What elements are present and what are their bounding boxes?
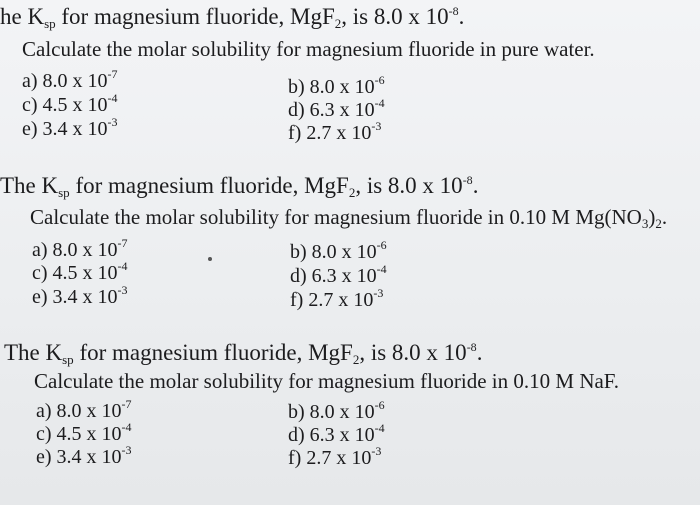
problem-3-choice-f: f) 2.7 x $10^{-3}$ [288, 444, 382, 469]
problem-1-choice-e: e) 3.4 x $10^{-3}$ [22, 115, 118, 140]
problem-2-question: Calculate the molar solubility for magnesium fluoride in 0.10 M $Mg(NO_3)_2$. [30, 205, 668, 231]
problem-3-question: Calculate the molar solubility for magnesium fluoride in 0.10 M NaF. [34, 369, 620, 393]
problem-1-choice-d: d) 6.3 x $10^{-4}$ [288, 96, 385, 121]
problem-2-choice-f: f) 2.7 x $10^{-3}$ [290, 286, 384, 311]
problem-3-choice-d: d) 6.3 x $10^{-4}$ [288, 421, 385, 446]
problem-1-statement: he $K_{sp}$ for magnesium fluoride, MgF$_2$, is 8.0 x $10^{-8}$. [0, 4, 465, 31]
problem-2-statement: The $K_{sp}$ for magnesium fluoride, MgF$_2$, is 8.0 x $10^{-8}$. [0, 173, 479, 200]
problem-1-question: Calculate the molar solubility for magnesium fluoride in pure water. [22, 37, 595, 61]
problem-1-choice-b: b) 8.0 x $10^{-6}$ [288, 73, 385, 98]
problem-1-choice-c: c) 4.5 x $10^{-4}$ [22, 91, 118, 116]
stray-dot [208, 257, 212, 261]
problem-3-choice-c: c) 4.5 x $10^{-4}$ [36, 420, 132, 445]
problem-3-choice-b: b) 8.0 x $10^{-6}$ [288, 398, 385, 423]
problem-2-choice-e: e) 3.4 x $10^{-3}$ [32, 283, 128, 308]
problem-3-choice-e: e) 3.4 x $10^{-3}$ [36, 443, 132, 468]
problem-3-choice-a: a) 8.0 x $10^{-7}$ [36, 397, 132, 422]
problem-2-choice-a: a) 8.0 x $10^{-7}$ [32, 236, 128, 261]
problem-3-statement: The $K_{sp}$ for magnesium fluoride, MgF$_2$, is 8.0 x $10^{-8}$. [4, 340, 483, 367]
problem-1-choice-f: f) 2.7 x $10^{-3}$ [288, 119, 382, 144]
problem-2-choice-b: b) 8.0 x $10^{-6}$ [290, 238, 387, 263]
problem-2-choice-d: d) 6.3 x $10^{-4}$ [290, 262, 387, 287]
problem-2-choice-c: c) 4.5 x $10^{-4}$ [32, 259, 128, 284]
problem-1-choice-a: a) 8.0 x $10^{-7}$ [22, 67, 118, 92]
